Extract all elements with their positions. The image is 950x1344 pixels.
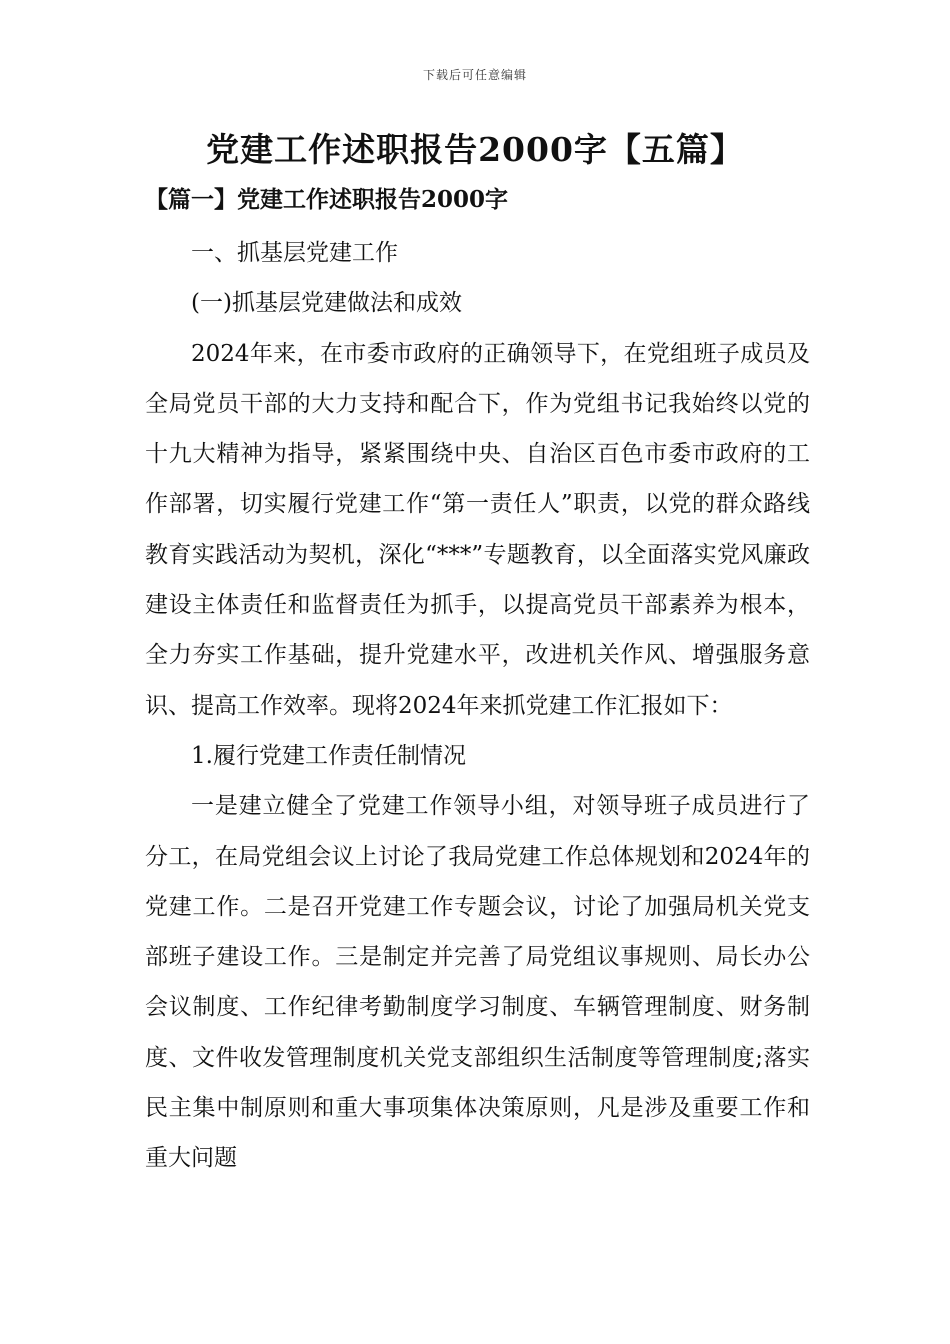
- section-heading: 【篇一】党建工作述职报告2000字: [145, 186, 509, 213]
- heading-level-3: 1.履行党建工作责任制情况: [191, 742, 466, 769]
- body-paragraph: 2024年来，在市委市政府的正确领导下，在党组班子成员及全局党员干部的大力支持和配合下，作为党组书记我始终以党的十九大精神为指导，紧紧围绕中央、自治区百色市委市政府的工作部署，切实履行党建工作“第一责任人”职责，以党的群众路线教育实践活动为契机，深化“***”专题教育，以全面落实党风廉政建设主体责任和监督责任为抓手，以提高党员干部素养为根本，全力夯实工作基础，提升党建水平，改进机关作风、增强服务意识、提高工作效率。现将2024年来抓党建工作汇报如下：: [145, 340, 810, 719]
- header-note: 下载后可任意编辑: [422, 68, 527, 82]
- heading-level-1: 一、抓基层党建工作: [191, 240, 398, 266]
- document-title: 党建工作述职报告2000字【五篇】: [206, 130, 744, 169]
- heading-level-2: (一)抓基层党建做法和成效: [191, 290, 462, 317]
- document-body: [145, 228, 810, 1184]
- body-paragraph: 一是建立健全了党建工作领导小组，对领导班子成员进行了分工，在局党组会议上讨论了我局党建工作总体规划和2024年的党建工作。二是召开党建工作专题会议，讨论了加强局机关党支部班子建设工作。三是制定并完善了局党组议事规则、局长办公会议制度、工作纪律考勤制度学习制度、车辆管理制度、财务制度、文件收发管理制度机关党支部组织生活制度等管理制度;落实民主集中制原则和重大事项集体决策原则，凡是涉及重要工作和重大问题: [145, 793, 810, 1172]
